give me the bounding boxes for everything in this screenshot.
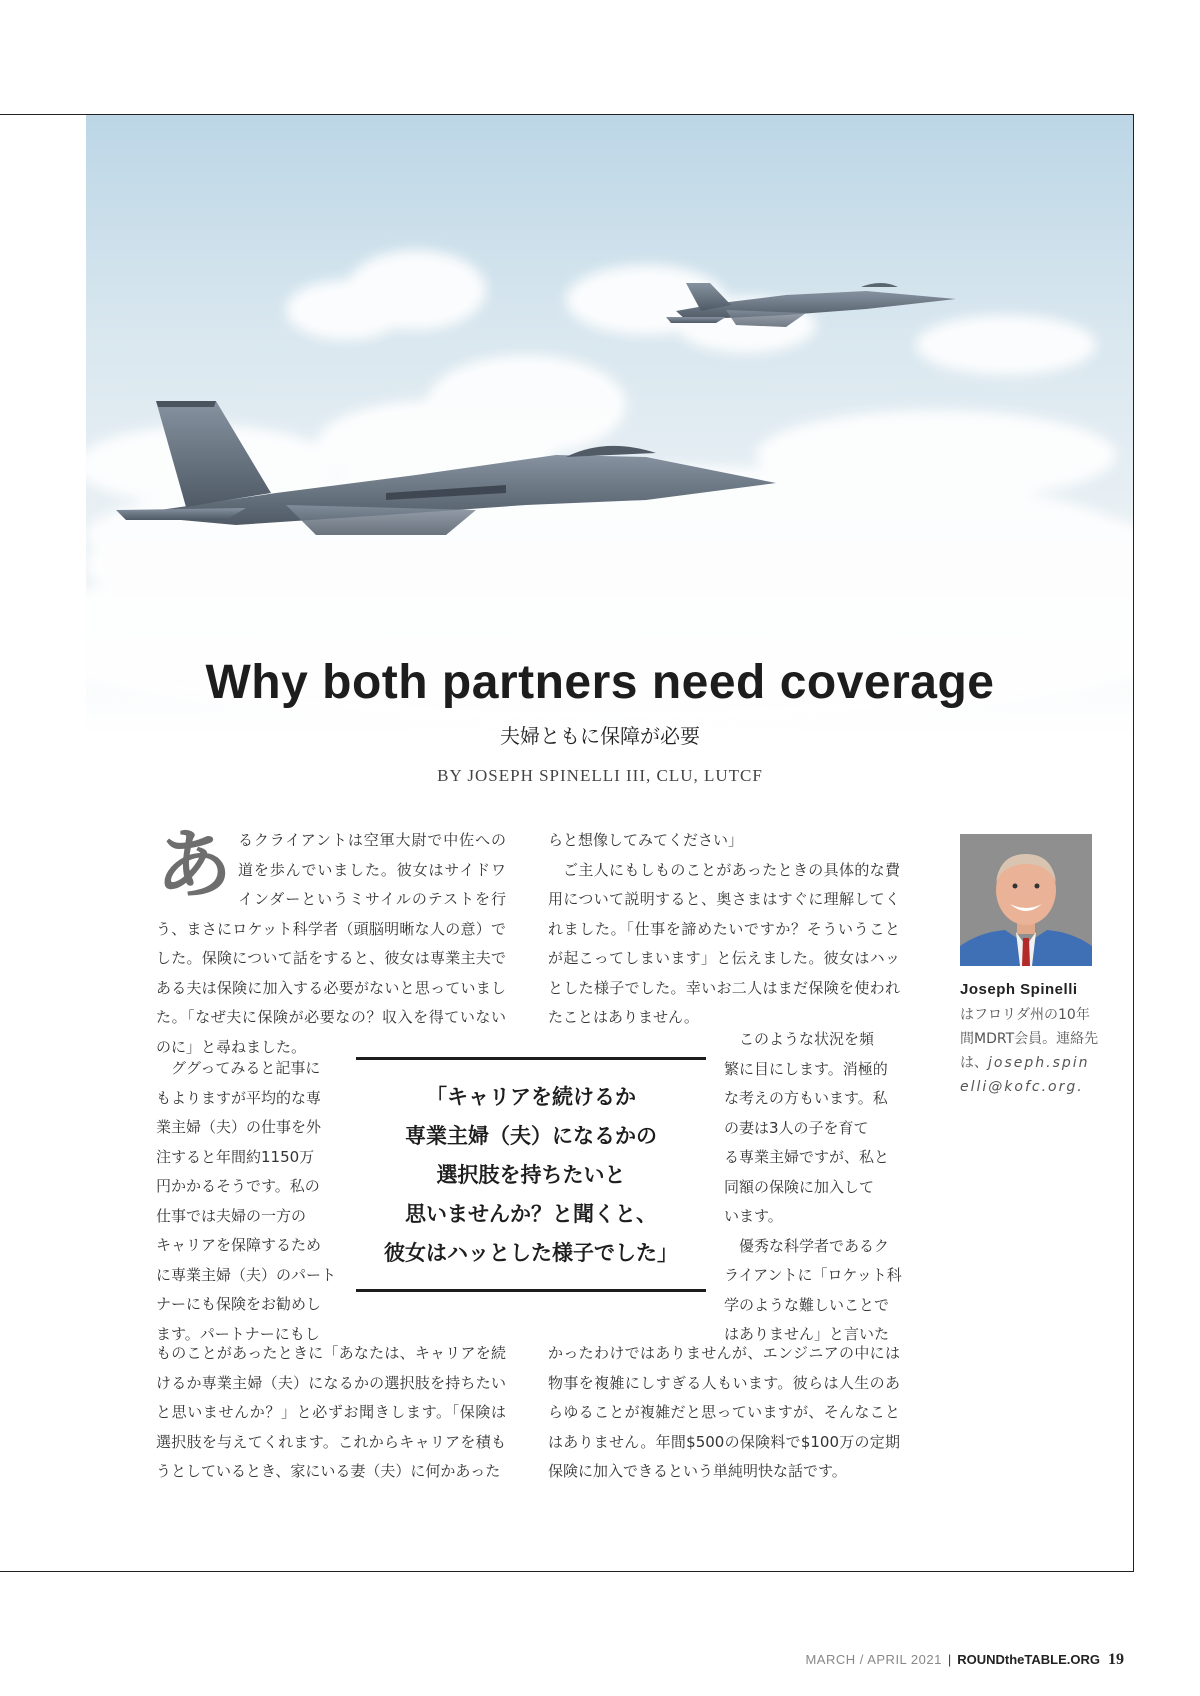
- narrow-line: 優秀な科学者であるク: [739, 1236, 890, 1255]
- paragraph-4: ご主人にもしものことがあったときの具体的な費用について説明すると、奥さまはすぐに理解してくれました。「仕事を諦めたいですか？そういうことが起こってしまいます」と伝えました。彼女はハッとした様子でした。幸いお二人はまだ保険を使われたことはありません。: [548, 860, 900, 1026]
- hero-image-fighter-jets: [86, 115, 1133, 735]
- footer-issue: MARCH / APRIL 2021: [805, 1652, 942, 1667]
- footer-site[interactable]: ROUNDtheTABLE.ORG: [957, 1652, 1100, 1667]
- narrow-line: ます。パートナーにもし: [156, 1324, 320, 1343]
- article-title: Why both partners need coverage: [205, 656, 995, 709]
- narrow-line: な考えの方もいます。私: [724, 1089, 888, 1107]
- page-number: 19: [1108, 1651, 1124, 1668]
- narrow-line: 注すると年間約1150万: [156, 1147, 315, 1166]
- pull-quote-bottom-rule: [356, 1289, 706, 1292]
- narrow-line: キャリアを保障するため: [156, 1236, 322, 1254]
- pull-quote-line: 専業主婦（夫）になるかの: [405, 1124, 657, 1148]
- column-2-bottom: [548, 1339, 900, 1487]
- author-bio-text: はフロリダ州の10年間MDRT会員。連絡先は、: [960, 1007, 1099, 1071]
- column-1-top: [156, 820, 506, 1062]
- footer-separator: |: [947, 1652, 952, 1667]
- pull-quote-line: 選択肢を持ちたいと: [436, 1163, 626, 1187]
- paragraph-1: るクライアントは空軍大尉で中佐への道を歩んでいました。彼女はサイドワインダーというミサイルのテストを行う、まさにロケット科学者（頭脳明晰な人の意）でした。保険について話をすると、彼女は専業主夫である夫は保険に加入する必要がないと思っていました。「なぜ夫に保険が必要なの？収入を得ていないのに」と尋ねました。: [156, 831, 506, 1056]
- narrow-line: 仕事では夫婦の一方の: [156, 1206, 307, 1225]
- pull-quote-line: 彼女はハッとした様子でした」: [384, 1241, 678, 1265]
- narrow-line: もよりますが平均的な専: [156, 1088, 322, 1107]
- column-1-narrow: [156, 1054, 336, 1349]
- narrow-line: に専業主婦（夫）のパート: [156, 1265, 337, 1284]
- narrow-line: る専業主婦ですが、私と: [724, 1148, 890, 1166]
- narrow-line: ライアントに「ロケット科: [724, 1266, 902, 1284]
- frame-right-rule: [1133, 114, 1134, 1572]
- article-subtitle: 夫婦ともに保障が必要: [500, 724, 700, 748]
- narrow-line: ナーにも保険をお勧めし: [156, 1295, 322, 1313]
- narrow-line: 学のような難しいことで: [724, 1295, 890, 1314]
- narrow-line: 業主婦（夫）の仕事を外: [156, 1118, 322, 1136]
- article-byline: BY JOSEPH SPINELLI III, CLU, LUTCF: [437, 766, 763, 785]
- narrow-line: の妻は3人の子を育て: [724, 1118, 869, 1137]
- narrow-line: このような状況を頻: [739, 1030, 875, 1048]
- narrow-line: 円かかるそうです。私の: [156, 1177, 320, 1195]
- frame-bottom-rule: [0, 1571, 1134, 1572]
- paragraph-6: かったわけではありませんが、エンジニアの中には物事を複雑にしすぎる人もいます。彼らは人生のあらゆることが複雑だと思っていますが、そんなことはありません。年間$500の保険料で$100万の定期保険に加入できるという単純明快な話です。: [548, 1344, 900, 1480]
- column-1-bottom: [156, 1339, 506, 1487]
- pull-quote-text: [356, 1060, 706, 1289]
- column-2-top: [548, 826, 900, 1033]
- narrow-line: います。: [724, 1207, 783, 1225]
- author-email[interactable]: joseph.spinelli@kofc.org.: [960, 1055, 1090, 1095]
- narrow-line: ググってみると記事に: [171, 1059, 321, 1077]
- narrow-line: はありません」と言いた: [724, 1325, 890, 1343]
- author-bio: [960, 1003, 1100, 1099]
- column-2-narrow: [724, 1025, 904, 1350]
- paragraph-2-continued: ものことがあったときに「あなたは、キャリアを続けるか専業主婦（夫）になるかの選択肢を持ちたいと思いませんか？」と必ずお聞きします。「保険は選択肢を与えてくれます。これからキャリアを積もうとしているとき、家にいる妻（夫）に何かあった: [156, 1344, 506, 1480]
- pull-quote-line: 思いませんか？と聞くと、: [405, 1202, 657, 1226]
- author-photo: [960, 834, 1092, 966]
- page-footer: [805, 1651, 1124, 1669]
- pull-quote: [356, 1057, 706, 1292]
- drop-cap: あ: [156, 820, 232, 909]
- paragraph-3: らと想像してみてください」: [548, 831, 744, 849]
- author-name: Joseph Spinelli: [960, 981, 1078, 998]
- pull-quote-line: 「キャリアを続けるか: [426, 1085, 636, 1109]
- narrow-line: 同額の保険に加入して: [724, 1177, 875, 1196]
- narrow-line: 繁に目にします。消極的: [724, 1059, 888, 1078]
